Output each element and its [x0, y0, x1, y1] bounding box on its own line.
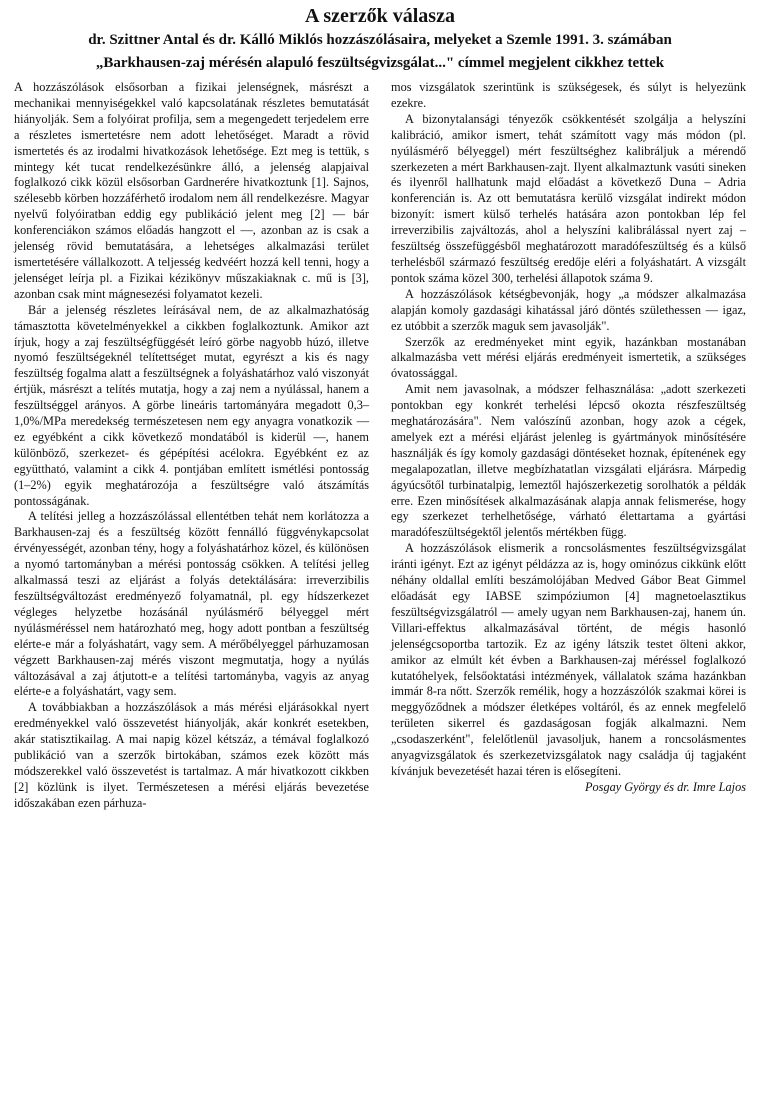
- left-column: [14, 80, 369, 812]
- article-subtitle-line-2: „Barkhausen-zaj mérésén alapuló feszültségvizsgálat..." címmel megjelent cikkhez tettek: [95, 55, 665, 71]
- paragraph: A hozzászólások kétségbevonják, hogy „a módszer alkalmazása alapján komoly gazdasági kihatással járó döntés születhessen — igaz, ez utóbbit a szerzők maguk sem javasolják".: [391, 286, 746, 333]
- article-subtitle-line-1: dr. Szittner Antal és dr. Kálló Miklós hozzászólásaira, melyeket a Szemle 1991. 3. számában: [88, 32, 672, 48]
- paragraph: Szerzők az eredményeket mint egyik, hazánkban mostanában alkalmazásba vett mérési eljárás eredményeit ismertetik, a szükséges óvatossággal.: [391, 334, 746, 381]
- article-body: [14, 80, 746, 812]
- paragraph: mos vizsgálatok szerintünk is szükségesek, és súlyt is helyezünk ezekre.: [391, 80, 746, 110]
- paragraph: Bár a jelenség részletes leírásával nem, de az alkalmazhatóság támasztotta követelményekkel a cikkben foglalkoztunk. Amikor azt írjuk, hogy a zaj feszültségfüggését leíró görbe nagyobb húzó, illetve nyomó feszültségeknél telítettséget mutat, egyrészt a kis és nagy feszültség fogalma alatt a feszültségnek a folyáshatárhoz való viszonyát értjük, másrészt a telítés mutatja, hogy a zaj nem a nyúlással, hanem a feszültséggel arányos. A görbe lineáris tartományára megadott 0,3–1,0%/MPa meredekség természetesen nem egy anyagra vonatkozik — ez egyébként a cikk következő mondatából is kiderül —, hanem különböző, szerkezet- és gépépítési acélokra. Egyébként ez az együttható, valamint a cikk 4. pontjában említett ismétlési pontosság (1–2%) egyik meghatározója a feszültségre való átszámítás pontosságának.: [14, 302, 369, 508]
- paragraph: A telítési jelleg a hozzászólással ellentétben tehát nem korlátozza a Barkhausen-zaj és a feszültség között fennálló függvénykapcsolat érvényességét, azonban tény, hogy a folyáshatárhoz közel, és különösen a nyomó tartományban a mérési pontosság csökken. A telítési jelleg alkalmassá teszi az eljárást a folyás detektálására: irreverzibilis feszültségváltozást eredményező folyamatnál, pl. egy hídszerkezet végleges helyzetbe hozásánál nyúlásmérő bélyeggel mért nyúlásméréssel nem határozható meg, hogy adott pontban a feszültség elérte-e már a folyáshatárt, vagy sem. A mérőbélyeggel párhuzamosan végzett Barkhausen-zaj mérés viszont megmutatja, hogy a nyúlás változásával a zaj átjutott-e a telítési tartományba, vagyis az anyag elérte-e a folyáshatárt, vagy sem.: [14, 509, 369, 699]
- article-header: [14, 5, 746, 74]
- article-title: A szerzők válasza: [305, 5, 455, 27]
- right-column: [391, 80, 746, 812]
- paragraph: Amit nem javasolnak, a módszer felhasználása: „adott szerkezeti pontokban egy konkrét terhelési lépcső okozta részfeszültség meghatározására". Nem valószínű azonban, hogy azok a cégek, amelyek ezt a mérési eljárást jelenleg is gyártmányok minősítésére használják és így komoly gazdasági döntéseket hoznak, építenének egy megalapozatlan, illetve megbízhatatlan vizsgálati eljárásra. Márpedig ágyúcsőtől turbinatalpig, lemeztől hajószerkezetig sorolhatók a példák erre. Ezen minősítések alkalmazásának alapja annak felismerése, hogy egy szerkezet terhelhetősége, várható élettartama a gyártási maradófeszültségektől jelentős mértékben függ.: [391, 382, 746, 540]
- paragraph: A továbbiakban a hozzászólások a más mérési eljárásokkal nyert eredményekkel való összevetést hiányolják, akár konkrét esetekben, akár statisztikailag. A mai napig közel kétszáz, a témával foglalkozó publikáció van a szerzők birtokában, számos ezek között más módszerekkel való összevetést is tartalmaz. A már hivatkozott cikkben [2] közlünk is ilyet. Természetesen a mérési eljárás bevezetése időszakában ezen párhuza-: [14, 700, 369, 810]
- paragraph: A hozzászólások elsősorban a fizikai jelenségnek, másrészt a mechanikai mennyiségekkel való kapcsolatának részletes bemutatását hiányolják. Sem a folyóirat profilja, sem a megengedett terjedelem erre a részletes ismertetésre nem adott lehetőséget. Maradt a rövid ismertetés és az irodalmi hivatkozások lehetősége. Ezt meg is tettük, s mintegy két tucat rendelkezésünkre álló, a jelenség alapjaival foglalkozó cikk közül elsősorban Gardnerére hivatkoztunk [1]. Sajnos, szélesebb körben hozzáférhető irodalom nem áll rendelkezésre. Magyar nyelvű folyóiratban eddig egy publikáció jelent meg [2] — bár konferenciákon számos előadás hangzott el —, azonban az is csak a jelenség rövid bemutatására, a lehetséges alkalmazási terület ismertetésére vállalkozott. A teljesség kedvéért hozzá kell tenni, hogy a jelenséget leírja pl. a Fizikai kézikönyv műszakiaknak c. mű is [3], azonban csak mint mágnesezési folyamatot kezeli.: [14, 80, 369, 301]
- paragraph: A bizonytalansági tényezők csökkentését szolgálja a helyszíni kalibráció, amikor ismert, tehát számított vagy más módon (pl. nyúlásmérő bélyeggel) mért feszültséghez kalibráljuk a mérendő szerkezeten a mért Barkhausen-zajt. Ilyent alkalmaztunk vasúti sineken és ilyenről hallhatunk majd előadást a következő Duna – Adria konferencián is. Az ott bemutatásra kerülő vizsgálat indirekt módon bizonyít: ismert külső terhelés hatására azon pontokban lép fel irreverzibilis zajváltozás, ahol a helyszíni kalibrálással nyert zaj – feszültség összefüggésből meghatározott maradófeszültség és a külső terhelésből származó feszültség eredője eléri a folyáshatárt. A vizsgált pontok száma közel 300, terhelési állapotok száma 9.: [391, 111, 746, 285]
- paragraph: A hozzászólások elismerik a roncsolásmentes feszültségvizsgálat iránti igényt. Ezt az igényt példázza az is, hogy ominózus cikkünk előtt néhány oldallal említi beszámolójában Medved Gábor Beat Gimmel előadását egy IABSE szimpóziumon [4] magnetoelasztikus feszültségvizsgálatról — amely ugyan nem Barkhausen-zaj, hanem ún. Villari-effektus alkalmazásával történt, de mégis hasonló jelenségcsoportba tartozik. Ez az igény látszik testet ölteni akkor, amikor az elmúlt két évben a Barkhausen-zaj méréssel foglalkozó kutatóhelyek, felsőoktatási intézmények, vállalatok száma hazánkban immár 8-ra nőtt. Szerzők remélik, hogy a hozzászólók szakmai körei is meggyőződnek a módszer életképes voltáról, és az ennek megfelelő területen sikerrel és gazdaságosan fogják alkalmazni. Nem „csodaszerként", felelőtlenül javasoljuk, hanem a roncsolásmentes anyagvizsgálatok és szerkezetvizsgálatok nagy családja új tagjaként kívánjuk bevezetését hazai téren is elősegíteni.: [391, 541, 746, 778]
- signature: Posgay György és dr. Imre Lajos: [585, 779, 746, 794]
